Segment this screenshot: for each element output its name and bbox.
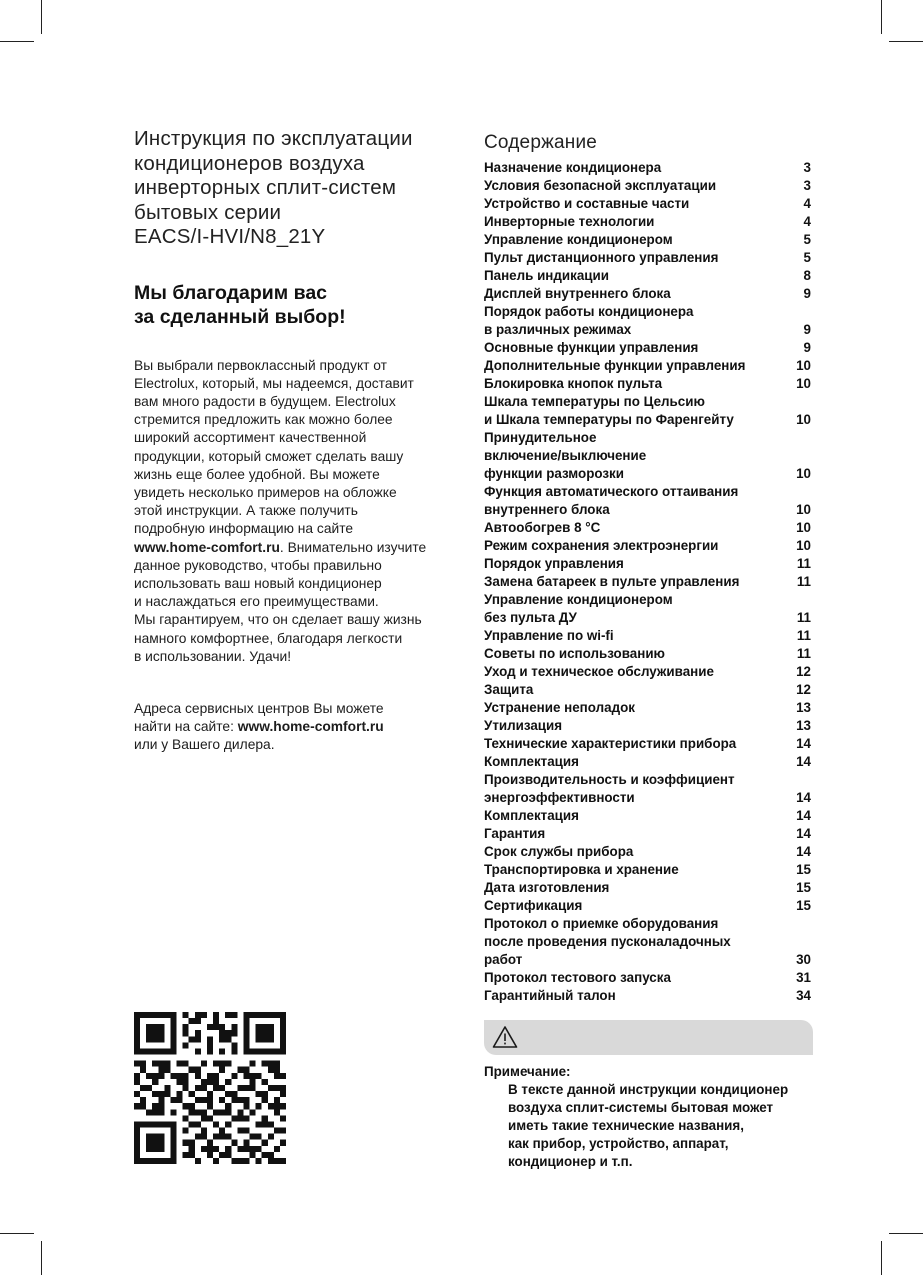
toc-item-label: Дополнительные функции управления <box>484 358 746 373</box>
toc-item-label: Шкала температуры по Цельсию и Шкала температуры по Фаренгейту <box>484 394 734 427</box>
toc-item[interactable] <box>484 699 811 717</box>
toc-item-page: 12 <box>796 682 811 697</box>
toc-item[interactable] <box>484 195 811 213</box>
toc-item[interactable] <box>484 879 811 897</box>
qr-code-icon <box>134 1012 286 1164</box>
toc-item-label: Срок службы прибора <box>484 844 634 859</box>
toc-item-label: Порядок управления <box>484 556 624 571</box>
toc-item-page: 8 <box>803 268 811 283</box>
toc-item-page: 10 <box>796 502 811 517</box>
toc-item-label: Устранение неполадок <box>484 700 635 715</box>
toc-item-page: 10 <box>796 520 811 535</box>
toc-item-page: 15 <box>796 898 811 913</box>
toc-item[interactable] <box>484 627 811 645</box>
toc-item[interactable] <box>484 375 811 393</box>
toc-item-page: 13 <box>796 700 811 715</box>
toc-item-page: 31 <box>796 970 811 985</box>
toc-item[interactable] <box>484 159 811 177</box>
toc-item[interactable] <box>484 249 811 267</box>
table-of-contents <box>484 131 811 1005</box>
toc-item-label: Назначение кондиционера <box>484 160 662 175</box>
left-column <box>134 127 464 666</box>
toc-item-page: 15 <box>796 880 811 895</box>
toc-item[interactable] <box>484 393 811 429</box>
toc-item-label: Комплектация <box>484 808 579 823</box>
warning-triangle-icon <box>492 1025 518 1049</box>
crop-mark <box>881 1241 882 1275</box>
service-centers-text: Адреса сервисных центров Вы можете найти на сайте: www.home-comfort.ru или у Вашего дилера. <box>134 701 384 753</box>
toc-item-page: 14 <box>796 826 811 841</box>
toc-item[interactable] <box>484 213 811 231</box>
toc-item[interactable] <box>484 573 811 591</box>
toc-item-label: Утилизация <box>484 718 563 733</box>
toc-item[interactable] <box>484 807 811 825</box>
toc-item-page: 14 <box>796 754 811 769</box>
toc-item-page: 11 <box>796 628 811 643</box>
note-bar <box>484 1020 813 1055</box>
toc-item-label: Управление по wi-fi <box>484 628 614 643</box>
toc-item[interactable] <box>484 825 811 843</box>
toc-item-page: 11 <box>796 574 811 589</box>
toc-item-page: 9 <box>803 286 811 301</box>
toc-item-label: Советы по использованию <box>484 646 665 661</box>
toc-item-label: Гарантия <box>484 826 546 841</box>
toc-item[interactable] <box>484 645 811 663</box>
service-website-link[interactable]: www.home-comfort.ru <box>237 719 384 735</box>
toc-item[interactable] <box>484 681 811 699</box>
toc-item-page: 5 <box>803 232 811 247</box>
toc-item-label: Устройство и составные части <box>484 196 690 211</box>
document-title: Инструкция по эксплуатации кондиционеров воздуха инверторных сплит-систем бытовых серии EACS/I-HVI/N8_21Y <box>134 127 413 248</box>
toc-item[interactable] <box>484 483 811 519</box>
crop-mark <box>41 0 42 34</box>
website-link[interactable]: www.home-comfort.ru <box>134 539 280 555</box>
toc-item-label: Дисплей внутреннего блока <box>484 286 671 301</box>
toc-item-label: Управление кондиционером <box>484 232 673 247</box>
toc-item[interactable] <box>484 663 811 681</box>
toc-item-label: Порядок работы кондиционера в различных режимах <box>484 304 694 337</box>
toc-item-page: 9 <box>803 340 811 355</box>
toc-item-page: 10 <box>796 466 811 481</box>
toc-item-label: Защита <box>484 682 534 697</box>
toc-item[interactable] <box>484 591 811 627</box>
toc-item[interactable] <box>484 771 811 807</box>
toc-item[interactable] <box>484 267 811 285</box>
toc-item-label: Производительность и коэффициент энергоэффективности <box>484 772 735 805</box>
toc-item-label: Сертификация <box>484 898 583 913</box>
toc-item-page: 3 <box>803 178 811 193</box>
toc-item[interactable] <box>484 519 811 537</box>
toc-item-page: 3 <box>803 160 811 175</box>
note-block <box>484 1063 814 1171</box>
intro-paragraph: Вы выбрали первоклассный продукт от Electrolux, который, мы надеемся, доставит вам много радости в будущем. Electrolux стремится предложить как можно более широкий ассортимент качественной продукции, который сможет сделать вашу жизнь еще более удобной. Вы можете увидеть несколько примеров на обложке этой инструкции. А также получить подробную информацию на сайте www.home-comfort.ru. Внимательно изучите данное руководство, чтобы правильно использовать ваш новый кондиционер и наслаждаться его преимуществами. Мы гарантируем, что он сделает вашу жизнь намного комфортнее, благодаря легкости в использовании. Удачи! <box>134 357 427 664</box>
toc-item-page: 12 <box>796 664 811 679</box>
toc-item-label: Уход и техническое обслуживание <box>484 664 714 679</box>
toc-item-page: 11 <box>796 610 811 625</box>
toc-item-page: 34 <box>796 988 811 1003</box>
crop-mark <box>881 0 882 34</box>
toc-item-label: Пульт дистанционного управления <box>484 250 719 265</box>
toc-item-label: Условия безопасной эксплуатации <box>484 178 717 193</box>
toc-item-page: 14 <box>796 790 811 805</box>
toc-item-label: Принудительное включение/выключение функции разморозки <box>484 430 647 481</box>
toc-item-page: 11 <box>796 556 811 571</box>
toc-item[interactable] <box>484 843 811 861</box>
toc-item-label: Режим сохранения электроэнергии <box>484 538 719 553</box>
toc-item[interactable] <box>484 429 811 483</box>
toc-item[interactable] <box>484 717 811 735</box>
toc-item[interactable] <box>484 897 811 915</box>
toc-item-label: Транспортировка и хранение <box>484 862 679 877</box>
toc-item-page: 14 <box>796 808 811 823</box>
crop-mark <box>889 41 923 42</box>
toc-item-page: 10 <box>796 358 811 373</box>
toc-title: Содержание <box>484 132 598 153</box>
toc-item-page: 13 <box>796 718 811 733</box>
toc-item[interactable] <box>484 339 811 357</box>
toc-item-page: 4 <box>803 214 811 229</box>
crop-mark <box>41 1241 42 1275</box>
toc-item[interactable] <box>484 555 811 573</box>
toc-item-label: Функция автоматического оттаивания внутреннего блока <box>484 484 739 517</box>
toc-item[interactable] <box>484 231 811 249</box>
toc-item[interactable] <box>484 915 811 969</box>
toc-item-label: Замена батареек в пульте управления <box>484 574 740 589</box>
toc-list <box>484 159 811 1005</box>
note-title: Примечание: <box>484 1064 571 1079</box>
toc-item-label: Панель индикации <box>484 268 609 283</box>
toc-item[interactable] <box>484 357 811 375</box>
crop-mark <box>0 1233 34 1234</box>
toc-item-label: Технические характеристики прибора <box>484 736 737 751</box>
toc-item-page: 10 <box>796 412 811 427</box>
crop-mark <box>0 41 34 42</box>
toc-item-page: 30 <box>796 952 811 967</box>
crop-mark <box>889 1233 923 1234</box>
toc-item-page: 10 <box>796 376 811 391</box>
toc-item-label: Автообогрев 8 °С <box>484 520 601 535</box>
toc-item[interactable] <box>484 537 811 555</box>
toc-item-page: 5 <box>803 250 811 265</box>
toc-item-label: Протокол о приемке оборудования после проведения пусконаладочных работ <box>484 916 731 967</box>
toc-item-label: Инверторные технологии <box>484 214 655 229</box>
toc-item-label: Основные функции управления <box>484 340 699 355</box>
toc-item-label: Управление кондиционером без пульта ДУ <box>484 592 673 625</box>
toc-item[interactable] <box>484 177 811 195</box>
toc-item-page: 14 <box>796 844 811 859</box>
toc-item-page: 9 <box>803 322 811 337</box>
toc-item-label: Блокировка кнопок пульта <box>484 376 663 391</box>
toc-item-label: Гарантийный талон <box>484 988 616 1003</box>
toc-item[interactable] <box>484 969 811 987</box>
thanks-heading: Мы благодарим вас за сделанный выбор! <box>134 281 346 328</box>
toc-item-page: 4 <box>803 196 811 211</box>
toc-item-label: Протокол тестового запуска <box>484 970 671 985</box>
toc-item-page: 10 <box>796 538 811 553</box>
toc-item[interactable] <box>484 285 811 303</box>
toc-item[interactable] <box>484 987 811 1005</box>
toc-item-label: Комплектация <box>484 754 579 769</box>
toc-item[interactable] <box>484 861 811 879</box>
toc-item[interactable] <box>484 735 811 753</box>
toc-item[interactable] <box>484 753 811 771</box>
toc-item-page: 11 <box>796 646 811 661</box>
toc-item[interactable] <box>484 303 811 339</box>
toc-item-label: Дата изготовления <box>484 880 610 895</box>
toc-item-page: 15 <box>796 862 811 877</box>
note-text: В тексте данной инструкции кондиционер воздуха сплит-системы бытовая может иметь такие технические названия, как прибор, устройство, аппарат, кондиционер и т.п. <box>508 1082 789 1169</box>
toc-item-page: 14 <box>796 736 811 751</box>
